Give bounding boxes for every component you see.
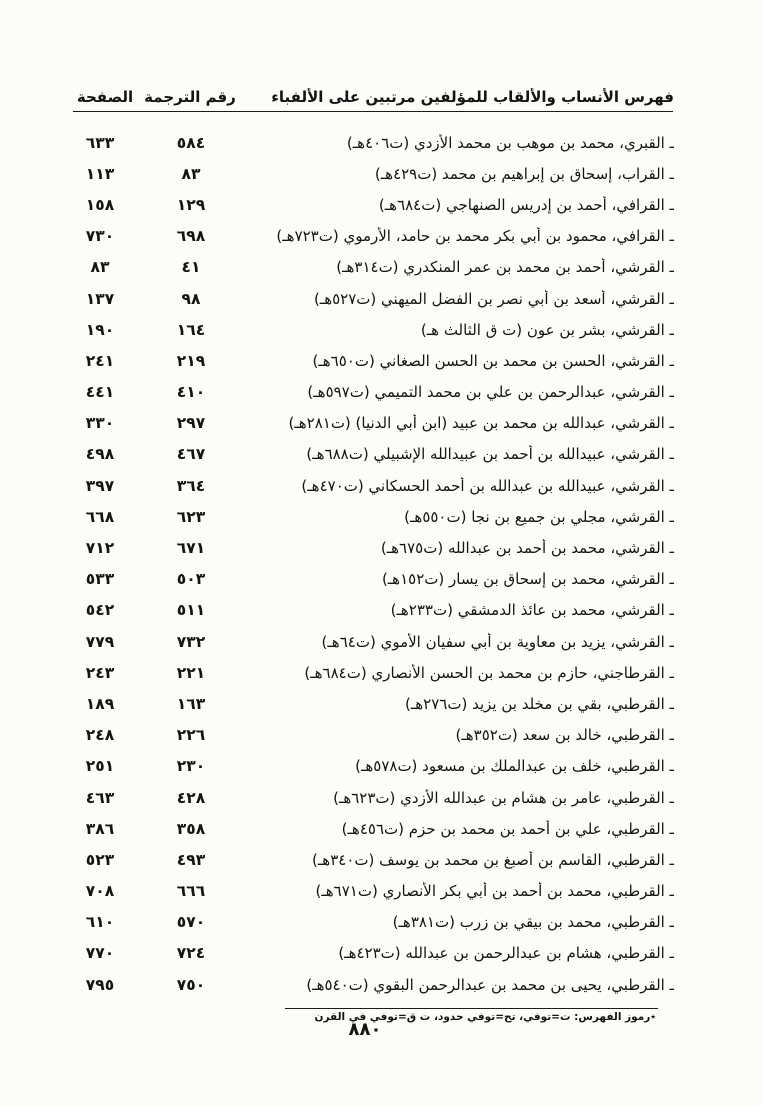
page-reference: ٥٤٢	[85, 601, 115, 620]
index-entry-row	[68, 470, 674, 501]
page-reference: ٥٢٣	[85, 850, 115, 869]
translation-number: ٦٧١	[176, 539, 206, 558]
index-entry-row	[68, 720, 674, 751]
entry-text: ـ القرطبي، محمد بن أحمد بن أبي بكر الأنصاري (ت٦٧١هـ)	[315, 882, 674, 901]
index-entry-row	[68, 221, 674, 252]
translation-number: ٦٦٦	[176, 882, 206, 901]
entry-text: ـ القرطبي، يحيى بن محمد بن عبدالرحمن البقوي (ت٥٤٠هـ)	[306, 975, 674, 994]
entry-text: ـ القرطبي، علي بن أحمد بن محمد بن حزم (ت٤٥٦هـ)	[341, 819, 674, 838]
translation-number: ٩٨	[181, 289, 201, 308]
footnote: ٭رموز الفهرس: ت=توفي، تح=توفي حدود، ت ق=توفي في القرن	[314, 1011, 656, 1023]
entry-text: ـ القرشي، عبدالله بن محمد بن عبيد (ابن أبي الدنيا) (ت٢٨١هـ)	[288, 414, 674, 433]
page-reference: ٤٦٣	[85, 788, 115, 807]
index-entry-row	[68, 501, 674, 532]
page-reference: ٧٣٠	[85, 227, 115, 246]
page-reference: ٢٥١	[85, 757, 115, 776]
index-entry-row	[68, 564, 674, 595]
translation-number: ٣٦٤	[176, 476, 206, 495]
page-reference: ٧١٢	[85, 539, 115, 558]
translation-number: ٤٢٨	[176, 788, 206, 807]
translation-number: ٤١	[181, 258, 201, 277]
page-reference: ٤٩٨	[85, 445, 115, 464]
translation-number: ٦٩٨	[176, 227, 206, 246]
index-header	[68, 84, 674, 110]
index-entry-row	[68, 189, 674, 220]
index-entries	[68, 127, 674, 1000]
index-entry-row	[68, 938, 674, 969]
entry-text: ـ القرشي، عبيدالله بن عبدالله بن أحمد الحسكاني (ت٤٧٠هـ)	[301, 476, 674, 495]
page-reference: ٦٣٣	[85, 133, 115, 152]
translation-number: ٤٦٧	[176, 445, 206, 464]
entry-text: ـ القرطبي، القاسم بن أصبغ بن محمد بن يوسف (ت٣٤٠هـ)	[312, 850, 674, 869]
entry-text: ـ القرطبي، بقي بن مخلد بن يزيد (ت٢٧٦هـ)	[404, 694, 674, 713]
header-rule	[73, 111, 673, 112]
index-entry-row	[68, 377, 674, 408]
entry-text: ـ القرشي، الحسن بن محمد بن الحسن الصغاني (ت٦٥٠هـ)	[312, 351, 674, 370]
entry-text: ـ القرطبي، عامر بن هشام بن عبدالله الأزدي (ت٦٢٣هـ)	[333, 788, 674, 807]
column-header-page: الصفحة	[76, 88, 134, 106]
translation-number: ٧٢٤	[176, 944, 206, 963]
translation-number: ٤٩٣	[176, 850, 206, 869]
index-entry-row	[68, 252, 674, 283]
index-title: فهرس الأنساب والألقاب للمؤلفين مرتبين على الألفباء	[271, 88, 674, 106]
page-reference: ١١٣	[85, 164, 115, 183]
page-reference: ٦١٠	[85, 913, 115, 932]
entry-text: ـ القرطبي، خلف بن عبدالملك بن مسعود (ت٥٧٨هـ)	[355, 757, 674, 776]
page-reference: ٦٦٨	[85, 507, 115, 526]
translation-number: ٥١١	[176, 601, 206, 620]
entry-text: ـ القرشي، عبيدالله بن أحمد بن عبيدالله الإشبيلي (ت٦٨٨هـ)	[306, 445, 674, 464]
entry-text: ـ القرشي، أسعد بن أبي نصر بن الفضل الميهني (ت٥٢٧هـ)	[313, 289, 674, 308]
entry-text: ـ القراب، إسحاق بن إبراهيم بن محمد (ت٤٢٩هـ)	[374, 164, 674, 183]
page-reference: ١٩٠	[85, 320, 115, 339]
page-reference: ٧٠٨	[85, 882, 115, 901]
index-entry-row	[68, 595, 674, 626]
entry-text: ـ القرشي، أحمد بن محمد بن عمر المنكدري (ت٣١٤هـ)	[336, 258, 674, 277]
index-entry-row	[68, 844, 674, 875]
page-reference: ٣٩٧	[85, 476, 115, 495]
column-header-translation: رقم الترجمة	[144, 88, 236, 106]
index-entry-row	[68, 408, 674, 439]
entry-text: ـ القرافي، أحمد بن إدريس الصنهاجي (ت٦٨٤هـ)	[378, 195, 674, 214]
index-entry-row	[68, 345, 674, 376]
page-reference: ٥٣٣	[85, 570, 115, 589]
index-entry-row	[68, 532, 674, 563]
entry-text: ـ القرشي، يزيد بن معاوية بن أبي سفيان الأموي (ت٦٤هـ)	[321, 632, 674, 651]
entry-text: ـ القرشي، بشر بن عون (ت ق الثالث هـ)	[420, 320, 674, 339]
entry-text: ـ القرطبي، هشام بن عبدالرحمن بن عبدالله (ت٤٢٣هـ)	[338, 944, 674, 963]
index-entry-row	[68, 813, 674, 844]
entry-text: ـ القرافي، محمود بن أبي بكر محمد بن حامد، الأرموي (ت٧٢٣هـ)	[276, 227, 674, 246]
index-entry-row	[68, 127, 674, 158]
page-reference: ٧٩٥	[85, 975, 115, 994]
footnote-rule	[285, 1008, 658, 1009]
page-reference: ٣٣٠	[85, 414, 115, 433]
entry-text: ـ القرشي، محمد بن عائذ الدمشقي (ت٢٣٣هـ)	[390, 601, 674, 620]
page-reference: ٨٣	[90, 258, 110, 277]
translation-number: ٥٧٠	[176, 913, 206, 932]
page-reference: ٣٨٦	[85, 819, 115, 838]
index-entry-row	[68, 657, 674, 688]
page-reference: ٢٤١	[85, 351, 115, 370]
translation-number: ٨٣	[181, 164, 201, 183]
translation-number: ٢٣٠	[176, 757, 206, 776]
translation-number: ٢٢١	[176, 663, 206, 682]
page-reference: ٢٤٣	[85, 663, 115, 682]
translation-number: ٧٥٠	[176, 975, 206, 994]
entry-text: ـ القرطبي، محمد بن بيقي بن زرب (ت٣٨١هـ)	[392, 913, 674, 932]
index-entry-row	[68, 782, 674, 813]
index-entry-row	[68, 439, 674, 470]
index-entry-row	[68, 283, 674, 314]
entry-text: ـ القرشي، مجلي بن جميع بن نجا (ت٥٥٠هـ)	[404, 507, 674, 526]
translation-number: ٢١٩	[176, 351, 206, 370]
entry-text: ـ القرطاجني، حازم بن محمد بن الحسن الأنصاري (ت٦٨٤هـ)	[304, 663, 674, 682]
index-entry-row	[68, 907, 674, 938]
page-reference: ٢٤٨	[85, 726, 115, 745]
page-reference: ٤٤١	[85, 383, 115, 402]
entry-text: ـ القرطبي، خالد بن سعد (ت٣٥٢هـ)	[455, 726, 674, 745]
page-reference: ١٥٨	[85, 195, 115, 214]
page-reference: ٧٧٩	[85, 632, 115, 651]
index-entry-row	[68, 969, 674, 1000]
entry-text: ـ القرشي، محمد بن أحمد بن عبدالله (ت٦٧٥هـ)	[380, 539, 674, 558]
translation-number: ١٢٩	[176, 195, 206, 214]
index-entry-row	[68, 688, 674, 719]
translation-number: ٢٩٧	[176, 414, 206, 433]
translation-number: ٥٠٣	[176, 570, 206, 589]
index-entry-row	[68, 876, 674, 907]
translation-number: ٥٨٤	[176, 133, 206, 152]
page-reference: ١٣٧	[85, 289, 115, 308]
index-entry-row	[68, 158, 674, 189]
entry-text: ـ القرشي، محمد بن إسحاق بن يسار (ت١٥٢هـ)	[381, 570, 674, 589]
translation-number: ٧٣٢	[176, 632, 206, 651]
index-entry-row	[68, 626, 674, 657]
page-reference: ١٨٩	[85, 694, 115, 713]
translation-number: ٣٥٨	[176, 819, 206, 838]
index-entry-row	[68, 751, 674, 782]
translation-number: ١٦٤	[176, 320, 206, 339]
translation-number: ٢٢٦	[176, 726, 206, 745]
entry-text: ـ القبري، محمد بن موهب بن محمد الأزدي (ت٤٠٦هـ)	[346, 133, 674, 152]
translation-number: ١٦٣	[176, 694, 206, 713]
entry-text: ـ القرشي، عبدالرحمن بن علي بن محمد التميمي (ت٥٩٧هـ)	[307, 383, 674, 402]
index-entry-row	[68, 314, 674, 345]
translation-number: ٦٢٣	[176, 507, 206, 526]
page-number: ٨٨٠	[348, 1019, 382, 1040]
translation-number: ٤١٠	[176, 383, 206, 402]
page-reference: ٧٧٠	[85, 944, 115, 963]
